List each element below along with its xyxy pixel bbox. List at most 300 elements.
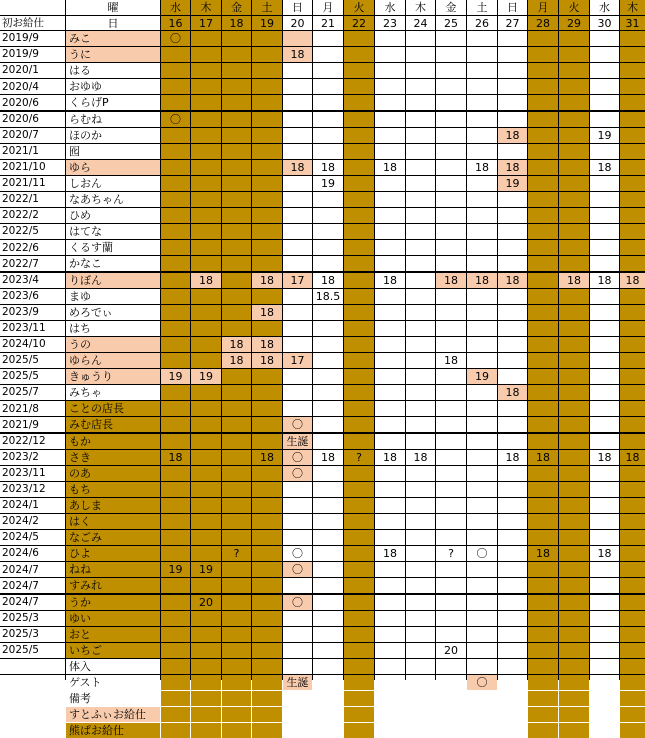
shift-cell	[161, 208, 190, 223]
shift-cell	[436, 224, 466, 239]
shift-cell	[528, 224, 558, 239]
shift-cell	[252, 707, 282, 722]
shift-cell	[375, 707, 405, 722]
shift-cell: 18	[620, 450, 645, 465]
shift-cell	[467, 530, 497, 545]
shift-cell	[313, 353, 343, 368]
staff-name: まゆ	[66, 289, 160, 304]
shift-cell	[161, 176, 190, 191]
shift-cell	[590, 659, 619, 674]
shift-cell: 〇	[283, 450, 312, 465]
shift-cell	[559, 691, 589, 706]
shift-cell	[344, 562, 374, 577]
shift-cell	[313, 224, 343, 239]
first-shift-date: 2022/6	[0, 240, 65, 255]
shift-cell	[344, 401, 374, 416]
shift-cell	[161, 691, 190, 706]
shift-cell	[375, 305, 405, 320]
shift-cell	[344, 691, 374, 706]
shift-cell	[191, 643, 221, 658]
shift-cell	[313, 514, 343, 529]
shift-cell	[161, 289, 190, 304]
first-shift-date: 2022/7	[0, 256, 65, 271]
staff-name: もち	[66, 482, 160, 497]
shift-cell	[406, 240, 435, 255]
shift-cell	[620, 321, 645, 336]
shift-cell	[467, 79, 497, 94]
shift-cell	[467, 401, 497, 416]
shift-cell	[620, 482, 645, 497]
shift-cell	[344, 643, 374, 658]
shift-cell	[528, 417, 558, 432]
shift-cell	[406, 289, 435, 304]
shift-cell	[467, 289, 497, 304]
shift-cell	[498, 627, 527, 642]
shift-cell	[467, 578, 497, 593]
shift-cell	[161, 546, 190, 561]
shift-cell	[252, 611, 282, 626]
shift-cell	[375, 514, 405, 529]
staff-name: ほのか	[66, 128, 160, 143]
date-header-cell: 18	[222, 16, 251, 30]
shift-cell	[620, 498, 645, 513]
first-shift-date: 2025/3	[0, 627, 65, 642]
shift-cell: 19	[161, 562, 190, 577]
first-shift-date: 2023/11	[0, 466, 65, 481]
shift-cell	[191, 95, 221, 110]
shift-cell	[313, 466, 343, 481]
shift-cell	[344, 611, 374, 626]
shift-cell	[436, 208, 466, 223]
shift-cell	[436, 691, 466, 706]
shift-cell	[222, 176, 251, 191]
shift-cell	[283, 192, 312, 207]
shift-cell: 18	[406, 450, 435, 465]
shift-cell	[559, 63, 589, 78]
shift-cell	[498, 498, 527, 513]
shift-cell	[467, 450, 497, 465]
shift-cell	[222, 112, 251, 127]
shift-cell	[344, 675, 374, 690]
shift-cell	[620, 240, 645, 255]
shift-cell	[191, 578, 221, 593]
shift-cell	[406, 95, 435, 110]
shift-cell	[467, 128, 497, 143]
shift-cell	[283, 691, 312, 706]
shift-cell	[344, 707, 374, 722]
shift-cell	[467, 47, 497, 62]
first-shift-date: 2019/9	[0, 47, 65, 62]
first-shift-date: 2022/1	[0, 192, 65, 207]
shift-cell	[406, 482, 435, 497]
shift-cell	[620, 176, 645, 191]
shift-cell	[528, 176, 558, 191]
shift-cell	[283, 256, 312, 271]
shift-cell: 18	[559, 273, 589, 288]
first-shift-date: 2025/5	[0, 369, 65, 384]
shift-cell	[313, 321, 343, 336]
shift-cell	[467, 63, 497, 78]
shift-cell	[498, 723, 527, 738]
first-shift-date: 2020/6	[0, 95, 65, 110]
shift-cell	[498, 675, 527, 690]
shift-cell	[498, 240, 527, 255]
shift-cell	[528, 321, 558, 336]
shift-cell	[590, 47, 619, 62]
shift-cell	[620, 546, 645, 561]
shift-cell	[590, 353, 619, 368]
shift-cell: 生誕	[283, 434, 312, 449]
shift-cell: 18	[498, 160, 527, 175]
shift-cell	[467, 643, 497, 658]
shift-cell	[313, 128, 343, 143]
first-shift-date: 2025/3	[0, 611, 65, 626]
shift-cell	[313, 498, 343, 513]
shift-cell	[590, 466, 619, 481]
shift-cell	[252, 578, 282, 593]
shift-cell	[590, 289, 619, 304]
shift-cell	[252, 434, 282, 449]
shift-cell: 19	[590, 128, 619, 143]
shift-cell	[467, 305, 497, 320]
shift-cell	[191, 224, 221, 239]
shift-cell	[222, 707, 251, 722]
shift-cell	[528, 707, 558, 722]
shift-cell	[620, 659, 645, 674]
weekday-header-cell: 月	[313, 0, 343, 15]
date-header-cell: 31	[620, 16, 645, 30]
first-shift-date: 2025/7	[0, 385, 65, 400]
shift-cell	[467, 466, 497, 481]
date-header-cell: 17	[191, 16, 221, 30]
shift-cell	[191, 675, 221, 690]
staff-name: 体入	[66, 659, 160, 674]
shift-cell	[528, 466, 558, 481]
shift-cell	[222, 434, 251, 449]
staff-name: りぼん	[66, 273, 160, 288]
shift-cell	[283, 401, 312, 416]
shift-cell	[467, 144, 497, 159]
shift-cell	[590, 595, 619, 610]
weekday-header-cell: 土	[467, 0, 497, 15]
shift-cell	[436, 289, 466, 304]
shift-cell	[161, 723, 190, 738]
shift-cell	[590, 208, 619, 223]
shift-cell: 〇	[161, 31, 190, 46]
shift-cell	[375, 289, 405, 304]
shift-cell	[344, 208, 374, 223]
shift-cell	[222, 305, 251, 320]
shift-cell	[222, 144, 251, 159]
shift-cell	[406, 659, 435, 674]
shift-cell	[252, 321, 282, 336]
shift-cell: 18	[590, 273, 619, 288]
shift-cell	[467, 627, 497, 642]
shift-cell	[436, 595, 466, 610]
shift-cell	[620, 514, 645, 529]
shift-cell	[620, 723, 645, 738]
shift-cell	[620, 79, 645, 94]
shift-cell	[191, 514, 221, 529]
shift-cell: 19	[313, 176, 343, 191]
staff-name: みちゃ	[66, 385, 160, 400]
shift-cell	[222, 643, 251, 658]
shift-cell	[436, 112, 466, 127]
shift-cell	[161, 305, 190, 320]
shift-cell	[590, 691, 619, 706]
shift-cell	[590, 256, 619, 271]
shift-cell	[344, 95, 374, 110]
staff-name: 熊ぱお給仕	[66, 723, 160, 738]
shift-cell	[406, 63, 435, 78]
shift-cell	[559, 530, 589, 545]
shift-cell	[191, 482, 221, 497]
shift-cell	[222, 723, 251, 738]
shift-cell	[161, 47, 190, 62]
shift-cell	[344, 498, 374, 513]
staff-name: はち	[66, 321, 160, 336]
staff-name: かなこ	[66, 256, 160, 271]
shift-cell	[161, 659, 190, 674]
shift-cell: 18	[528, 546, 558, 561]
shift-cell	[436, 95, 466, 110]
shift-cell	[375, 595, 405, 610]
shift-cell	[344, 659, 374, 674]
shift-cell: 20	[436, 643, 466, 658]
shift-cell	[161, 256, 190, 271]
shift-cell	[161, 240, 190, 255]
shift-cell	[406, 466, 435, 481]
shift-cell	[222, 95, 251, 110]
shift-cell	[436, 192, 466, 207]
shift-cell	[406, 707, 435, 722]
shift-cell	[559, 47, 589, 62]
shift-cell	[498, 63, 527, 78]
shift-cell	[590, 417, 619, 432]
shift-cell	[375, 208, 405, 223]
weekday-label: 曜	[66, 0, 160, 15]
shift-cell	[313, 208, 343, 223]
shift-cell	[252, 256, 282, 271]
shift-cell	[283, 707, 312, 722]
shift-cell	[620, 434, 645, 449]
shift-cell	[406, 176, 435, 191]
shift-cell: 18	[498, 385, 527, 400]
shift-cell	[559, 417, 589, 432]
shift-cell	[590, 305, 619, 320]
shift-cell	[283, 578, 312, 593]
shift-cell	[467, 417, 497, 432]
shift-cell	[283, 289, 312, 304]
shift-cell	[528, 240, 558, 255]
shift-cell	[436, 176, 466, 191]
shift-cell	[344, 369, 374, 384]
shift-cell	[313, 385, 343, 400]
shift-cell	[498, 47, 527, 62]
shift-cell	[620, 611, 645, 626]
shift-cell	[467, 95, 497, 110]
shift-cell	[252, 595, 282, 610]
shift-cell	[406, 79, 435, 94]
shift-cell	[161, 95, 190, 110]
shift-cell	[252, 289, 282, 304]
date-header-cell: 22	[344, 16, 374, 30]
first-shift-date: 2020/6	[0, 112, 65, 127]
shift-cell	[436, 401, 466, 416]
shift-cell	[498, 256, 527, 271]
shift-cell	[375, 466, 405, 481]
staff-name: くらげP	[66, 95, 160, 110]
shift-cell	[436, 31, 466, 46]
shift-cell	[222, 659, 251, 674]
shift-cell	[620, 353, 645, 368]
staff-name: うの	[66, 337, 160, 352]
shift-cell	[467, 498, 497, 513]
shift-cell	[313, 675, 343, 690]
shift-cell	[375, 659, 405, 674]
shift-cell	[590, 144, 619, 159]
shift-cell: 18	[436, 273, 466, 288]
shift-cell	[313, 417, 343, 432]
shift-cell	[283, 385, 312, 400]
first-shift-header: 初お給仕	[0, 16, 65, 30]
shift-cell	[283, 208, 312, 223]
shift-cell: 18	[222, 353, 251, 368]
shift-cell	[222, 675, 251, 690]
shift-cell	[436, 530, 466, 545]
shift-cell	[344, 417, 374, 432]
shift-cell	[436, 611, 466, 626]
shift-cell	[191, 112, 221, 127]
weekday-header-cell: 火	[344, 0, 374, 15]
shift-cell	[375, 530, 405, 545]
shift-cell	[313, 112, 343, 127]
shift-cell	[222, 385, 251, 400]
shift-cell	[467, 595, 497, 610]
shift-cell	[161, 578, 190, 593]
shift-cell: 18	[528, 450, 558, 465]
shift-cell	[498, 192, 527, 207]
staff-name: 備考	[66, 691, 160, 706]
shift-cell	[161, 482, 190, 497]
shift-cell	[590, 401, 619, 416]
shift-cell	[283, 514, 312, 529]
first-shift-date: 2020/1	[0, 63, 65, 78]
shift-cell	[406, 546, 435, 561]
shift-cell: 〇	[467, 675, 497, 690]
shift-cell	[344, 482, 374, 497]
shift-cell	[498, 434, 527, 449]
shift-cell	[406, 337, 435, 352]
shift-cell	[222, 224, 251, 239]
first-shift-date: 2024/2	[0, 514, 65, 529]
shift-cell	[283, 240, 312, 255]
shift-cell	[498, 578, 527, 593]
shift-cell	[559, 385, 589, 400]
shift-cell: 18	[620, 273, 645, 288]
first-shift-date: 2022/5	[0, 224, 65, 239]
shift-cell	[498, 31, 527, 46]
shift-cell	[498, 289, 527, 304]
shift-cell	[436, 627, 466, 642]
shift-cell	[559, 562, 589, 577]
shift-cell: 19	[161, 369, 190, 384]
shift-cell	[252, 562, 282, 577]
shift-cell	[283, 224, 312, 239]
shift-cell: 18	[252, 337, 282, 352]
weekday-header-cell: 金	[222, 0, 251, 15]
shift-cell: 〇	[283, 562, 312, 577]
shift-cell	[191, 128, 221, 143]
shift-cell	[222, 63, 251, 78]
shift-cell	[191, 63, 221, 78]
shift-cell	[161, 707, 190, 722]
shift-cell	[344, 385, 374, 400]
shift-cell	[222, 240, 251, 255]
shift-cell	[528, 256, 558, 271]
staff-name: おゆゆ	[66, 79, 160, 94]
shift-cell	[161, 337, 190, 352]
shift-cell	[436, 514, 466, 529]
first-shift-date: 2021/10	[0, 160, 65, 175]
shift-cell	[252, 112, 282, 127]
shift-cell	[191, 240, 221, 255]
shift-cell	[590, 224, 619, 239]
shift-cell	[283, 31, 312, 46]
shift-cell	[313, 595, 343, 610]
shift-cell: 18	[467, 160, 497, 175]
shift-cell	[252, 176, 282, 191]
shift-cell	[222, 482, 251, 497]
shift-cell	[559, 31, 589, 46]
shift-cell	[406, 353, 435, 368]
shift-cell	[252, 482, 282, 497]
shift-cell	[344, 546, 374, 561]
shift-cell: 19	[191, 562, 221, 577]
shift-cell	[191, 144, 221, 159]
shift-cell	[222, 192, 251, 207]
shift-cell	[344, 627, 374, 642]
shift-cell	[344, 31, 374, 46]
shift-cell	[436, 482, 466, 497]
shift-cell	[498, 224, 527, 239]
shift-cell	[344, 273, 374, 288]
staff-name: さき	[66, 450, 160, 465]
staff-name: ひよ	[66, 546, 160, 561]
shift-cell	[436, 434, 466, 449]
first-shift-date: 2024/1	[0, 498, 65, 513]
shift-cell	[313, 79, 343, 94]
shift-cell	[406, 369, 435, 384]
shift-cell	[222, 450, 251, 465]
shift-cell	[375, 224, 405, 239]
shift-cell	[528, 643, 558, 658]
shift-cell	[620, 691, 645, 706]
shift-cell	[283, 176, 312, 191]
shift-cell: 18	[252, 353, 282, 368]
shift-cell	[528, 63, 558, 78]
shift-cell	[191, 498, 221, 513]
shift-cell	[436, 707, 466, 722]
shift-cell: 18	[313, 273, 343, 288]
shift-cell	[620, 256, 645, 271]
shift-cell	[344, 578, 374, 593]
shift-cell	[467, 176, 497, 191]
shift-cell	[283, 659, 312, 674]
shift-cell	[498, 144, 527, 159]
first-shift-date	[0, 723, 65, 738]
weekday-header-cell: 土	[252, 0, 282, 15]
